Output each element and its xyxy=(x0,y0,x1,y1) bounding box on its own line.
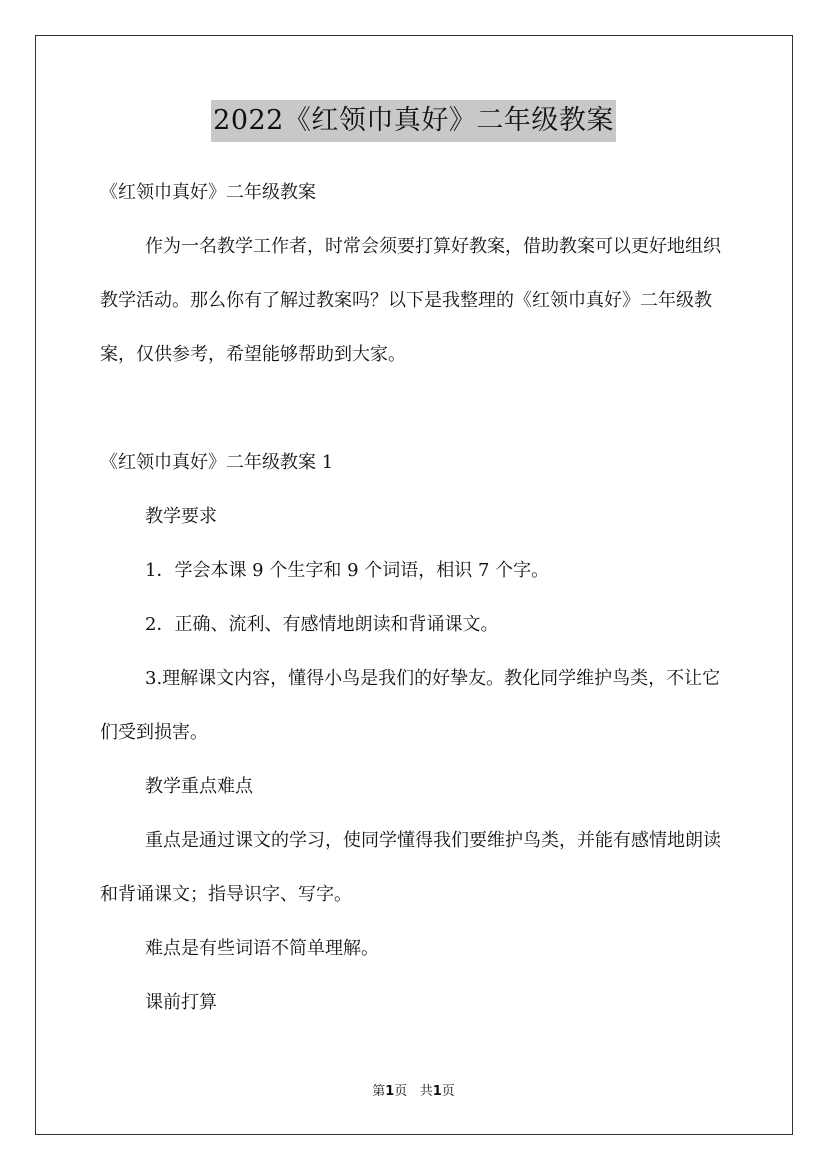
document-body xyxy=(100,166,730,1030)
footer-total-suffix: 页 xyxy=(441,1084,455,1099)
footer-total-pages: 1 xyxy=(432,1084,442,1099)
key-points-heading: 教学重点难点 xyxy=(145,776,253,797)
footer-page-suffix: 页 xyxy=(394,1084,408,1099)
requirement-3: 3.理解课文内容，懂得小鸟是我们的好挚友。教化同学维护鸟类，不让它们受到损害。 xyxy=(100,668,721,743)
key-points-paragraph: 重点是通过课文的学习，使同学懂得我们要维护鸟类，并能有感情地朗读和背诵课文；指导识字、写字。 xyxy=(100,830,721,905)
teaching-requirements-heading: 教学要求 xyxy=(145,506,217,527)
requirement-2: 2．正确、流利、有感情地朗读和背诵课文。 xyxy=(145,614,499,635)
section-title: 《红领巾真好》二年级教案 1 xyxy=(100,452,334,473)
requirement-1: 1．学会本课 9 个生字和 9 个词语，相识 7 个字。 xyxy=(145,560,550,581)
preparation-heading: 课前打算 xyxy=(145,992,217,1013)
document-title: 2022《红领巾真好》二年级教案 xyxy=(211,100,616,142)
difficulty-paragraph: 难点是有些词语不简单理解。 xyxy=(145,938,379,959)
document-subtitle: 《红领巾真好》二年级教案 xyxy=(100,182,316,203)
intro-paragraph: 作为一名教学工作者，时常会须要打算好教案，借助教案可以更好地组织教学活动。那么你有了解过教案吗？以下是我整理的《红领巾真好》二年级教案，仅供参考，希望能够帮助到大家。 xyxy=(100,236,721,365)
spacer xyxy=(100,382,730,436)
page-footer xyxy=(0,1083,827,1101)
footer-prefix: 第 xyxy=(372,1084,386,1099)
footer-total-prefix: 共 xyxy=(419,1084,433,1099)
footer-page-number: 1 xyxy=(385,1084,395,1099)
title-container xyxy=(0,100,827,142)
